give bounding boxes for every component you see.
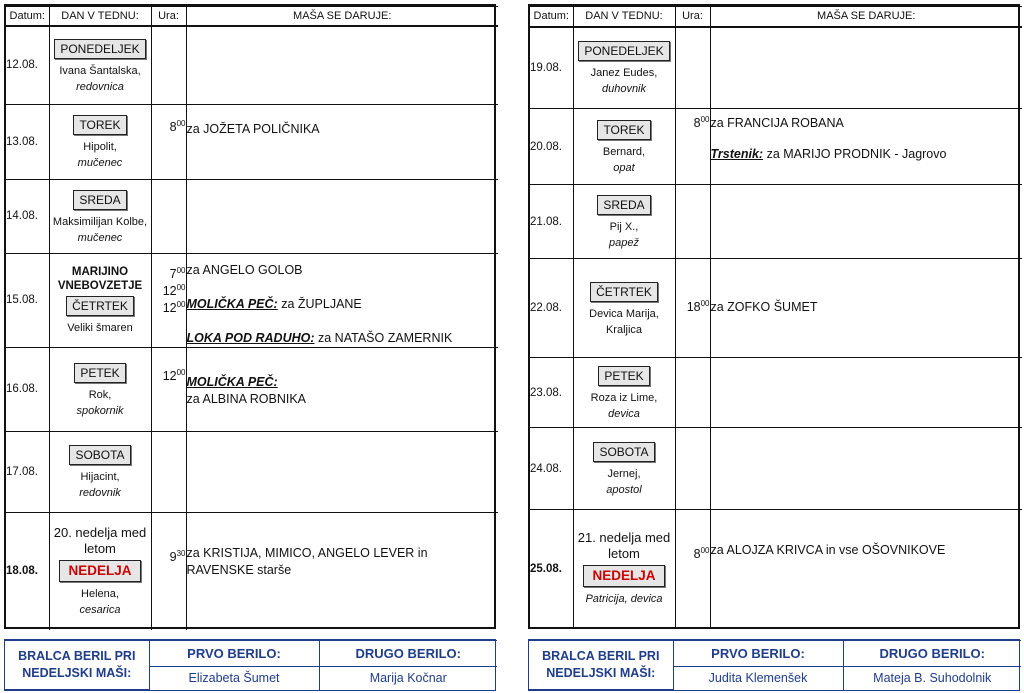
mass-cell bbox=[186, 179, 498, 253]
saint-name: Maksimilijan Kolbe, bbox=[52, 215, 148, 228]
feast-name: MARIJINO VNEBOVZETJE bbox=[57, 265, 143, 292]
schedule-week-2 bbox=[528, 4, 1020, 629]
header-date: Datum: bbox=[6, 7, 49, 27]
saint-name: Ivana Šantalska, bbox=[59, 64, 141, 77]
saint-role: opat bbox=[613, 162, 635, 175]
mass-text: za ŽUPLJANE bbox=[281, 296, 362, 311]
mass-minutes: 00 bbox=[176, 265, 186, 275]
saint-role: devica bbox=[608, 408, 640, 421]
schedule-row bbox=[530, 259, 1022, 358]
saint-name: Pij X., bbox=[609, 221, 639, 234]
mass-intention bbox=[187, 545, 499, 579]
time-cell bbox=[675, 185, 710, 259]
mass-cell bbox=[710, 428, 1022, 510]
mass-text: za FRANCIJA ROBANA bbox=[710, 116, 844, 131]
day-cell bbox=[573, 510, 675, 627]
mass-time bbox=[676, 299, 710, 316]
header-mass: MAŠA SE DARUJE: bbox=[186, 7, 498, 27]
schedule-table bbox=[530, 6, 1022, 627]
date-cell: 12.08. bbox=[6, 26, 49, 104]
day-name-badge: SOBOTA bbox=[593, 442, 654, 462]
mass-intention bbox=[187, 330, 499, 347]
mass-location: LOKA POD RADUHO: bbox=[186, 330, 315, 345]
schedule-row bbox=[6, 26, 498, 104]
date-cell: 15.08. bbox=[6, 253, 49, 347]
day-name-badge: SREDA bbox=[597, 195, 650, 215]
time-cell bbox=[151, 431, 186, 512]
time-cell bbox=[675, 109, 710, 185]
day-name-badge: NEDELJA bbox=[59, 560, 140, 582]
saint-name: Veliki šmaren bbox=[67, 321, 133, 334]
mass-cell bbox=[710, 27, 1022, 109]
mass-time bbox=[152, 266, 186, 283]
mass-cell bbox=[186, 26, 498, 104]
saint-name: Rok, bbox=[88, 388, 112, 401]
header-time: Ura: bbox=[151, 7, 186, 27]
mass-hour: 12 bbox=[162, 300, 177, 315]
time-cell bbox=[675, 358, 710, 428]
first-reader-name: Elizabeta Šumet bbox=[149, 666, 319, 689]
mass-cell bbox=[186, 104, 498, 179]
mass-intention bbox=[187, 374, 499, 408]
mass-minutes: 00 bbox=[700, 546, 710, 556]
second-reader-name: Mateja B. Suhodolnik bbox=[843, 666, 1021, 689]
schedule-row bbox=[530, 428, 1022, 510]
date-cell: 25.08. bbox=[530, 510, 573, 627]
saint-name: Helena, bbox=[81, 587, 119, 600]
readers-table bbox=[529, 640, 1021, 690]
date-cell: 21.08. bbox=[530, 185, 573, 259]
schedule-row bbox=[530, 109, 1022, 185]
mass-intention bbox=[711, 115, 1023, 132]
saint-role: duhovnik bbox=[601, 83, 647, 96]
day-cell bbox=[49, 253, 151, 347]
saint-role: redovnica bbox=[76, 80, 124, 93]
saint-role: spokornik bbox=[76, 404, 124, 417]
mass-hour: 8 bbox=[693, 547, 701, 562]
saint-name: Bernard, bbox=[602, 146, 646, 159]
date-cell: 13.08. bbox=[6, 104, 49, 179]
day-name-badge: NEDELJA bbox=[583, 565, 664, 587]
readers-table bbox=[5, 640, 497, 690]
time-cell bbox=[675, 428, 710, 510]
mass-location: MOLIČKA PEČ: bbox=[186, 296, 278, 311]
mass-text: za ZOFKO ŠUMET bbox=[710, 300, 818, 315]
mass-text: za MARIJO PRODNIK - Jagrovo bbox=[766, 147, 947, 162]
mass-location: Trstenik: bbox=[710, 147, 764, 162]
mass-time bbox=[676, 115, 710, 132]
saint-role: mučenec bbox=[77, 231, 123, 244]
time-cell bbox=[675, 27, 710, 109]
schedule-table bbox=[6, 6, 498, 630]
first-reading-label: PRVO BERILO: bbox=[673, 641, 843, 667]
day-cell bbox=[573, 185, 675, 259]
day-name-badge: TOREK bbox=[73, 115, 126, 135]
readers-week-1 bbox=[4, 639, 496, 691]
day-cell bbox=[573, 109, 675, 185]
mass-cell bbox=[710, 259, 1022, 358]
schedule-row bbox=[6, 347, 498, 431]
day-name-badge: SREDA bbox=[73, 190, 126, 210]
day-name-badge: PETEK bbox=[74, 363, 125, 383]
saint-role: apostol bbox=[606, 484, 642, 497]
saint-role: redovnik bbox=[79, 487, 121, 499]
mass-intention bbox=[711, 542, 1023, 559]
mass-text: za ALOJZA KRIVCA in vse OŠOVNIKOVE bbox=[710, 543, 946, 558]
mass-cell bbox=[186, 431, 498, 512]
day-name-badge: PONEDELJEK bbox=[578, 41, 669, 61]
mass-minutes: 00 bbox=[176, 299, 186, 309]
schedule-row bbox=[6, 431, 498, 512]
mass-text: za ALBINA ROBNIKA bbox=[186, 391, 306, 406]
mass-cell bbox=[186, 347, 498, 431]
schedule-row bbox=[530, 358, 1022, 428]
mass-cell bbox=[710, 185, 1022, 259]
day-name-badge: PETEK bbox=[598, 366, 649, 386]
schedule-row bbox=[6, 179, 498, 253]
readers-title: BRALCA BERIL PRI NEDELJSKI MAŠI: bbox=[5, 641, 149, 690]
mass-hour: 7 bbox=[169, 266, 177, 281]
mass-intention bbox=[187, 296, 499, 313]
saint-role: Patricija, devica bbox=[585, 593, 663, 606]
day-cell bbox=[49, 26, 151, 104]
time-cell bbox=[151, 179, 186, 253]
mass-cell bbox=[186, 512, 498, 630]
mass-intention bbox=[711, 146, 1023, 163]
saint-name: Devica Marija, Kraljica bbox=[589, 307, 659, 336]
header-day: DAN V TEDNU: bbox=[573, 7, 675, 27]
day-cell bbox=[573, 259, 675, 358]
mass-minutes: 00 bbox=[176, 367, 186, 377]
mass-text: za JOŽETA POLIČNIKA bbox=[186, 121, 320, 136]
date-cell: 14.08. bbox=[6, 179, 49, 253]
mass-cell bbox=[710, 510, 1022, 627]
date-cell: 24.08. bbox=[530, 428, 573, 510]
day-name-badge: PONEDELJEK bbox=[54, 39, 145, 59]
day-cell bbox=[49, 179, 151, 253]
mass-time bbox=[152, 368, 186, 385]
date-cell: 19.08. bbox=[530, 27, 573, 109]
schedule-row bbox=[530, 185, 1022, 259]
saint-name: Roza iz Lime, bbox=[590, 392, 658, 405]
day-cell bbox=[573, 428, 675, 510]
schedule-row bbox=[530, 510, 1022, 627]
mass-hour: 9 bbox=[169, 549, 177, 564]
saint-role: mučenec bbox=[77, 157, 123, 169]
mass-intention bbox=[187, 121, 499, 138]
mass-text: za ANGELO GOLOB bbox=[186, 262, 303, 277]
saint-role: papež bbox=[609, 237, 639, 250]
day-cell bbox=[49, 431, 151, 512]
mass-time bbox=[152, 300, 186, 317]
mass-hour: 12 bbox=[162, 368, 177, 383]
time-cell bbox=[151, 104, 186, 179]
saint-name: Janez Eudes, bbox=[590, 67, 658, 80]
mass-intention bbox=[711, 299, 1023, 316]
time-cell bbox=[151, 347, 186, 431]
header-date: Datum: bbox=[530, 7, 573, 27]
mass-time bbox=[676, 146, 710, 163]
schedule-row bbox=[6, 104, 498, 179]
second-reading-label: DRUGO BERILO: bbox=[843, 641, 1021, 667]
day-name-badge: ČETRTEK bbox=[66, 296, 134, 316]
time-cell bbox=[675, 510, 710, 627]
day-name-badge: TOREK bbox=[597, 120, 650, 140]
day-cell bbox=[49, 512, 151, 630]
header-day: DAN V TEDNU: bbox=[49, 7, 151, 27]
saint-name: Hipolit, bbox=[83, 141, 117, 153]
header-time: Ura: bbox=[675, 7, 710, 27]
mass-hour: 12 bbox=[162, 283, 177, 298]
readers-week-2 bbox=[528, 639, 1020, 691]
mass-hour: 8 bbox=[693, 116, 701, 131]
day-cell bbox=[573, 27, 675, 109]
sunday-name: 20. nedelja med letom bbox=[53, 524, 147, 556]
header-mass: MAŠA SE DARUJE: bbox=[710, 7, 1022, 27]
date-cell: 23.08. bbox=[530, 358, 573, 428]
readers-title: BRALCA BERIL PRI NEDELJSKI MAŠI: bbox=[529, 641, 673, 690]
first-reader-name: Judita Klemenšek bbox=[673, 666, 843, 689]
mass-minutes: 00 bbox=[176, 118, 186, 128]
mass-text: za NATAŠO ZAMERNIK bbox=[318, 330, 453, 345]
mass-time bbox=[676, 546, 710, 563]
day-name-badge: ČETRTEK bbox=[590, 282, 658, 302]
day-name-badge: SOBOTA bbox=[69, 445, 130, 465]
mass-minutes: 00 bbox=[700, 299, 710, 309]
day-cell bbox=[573, 358, 675, 428]
mass-minutes: 30 bbox=[176, 548, 186, 558]
schedule-row bbox=[6, 512, 498, 630]
date-cell: 16.08. bbox=[6, 347, 49, 431]
schedule-row bbox=[6, 253, 498, 347]
mass-location: MOLIČKA PEČ: bbox=[186, 374, 278, 389]
date-cell: 20.08. bbox=[530, 109, 573, 185]
time-cell bbox=[151, 512, 186, 630]
first-reading-label: PRVO BERILO: bbox=[149, 641, 319, 667]
mass-time bbox=[152, 119, 186, 136]
second-reading-label: DRUGO BERILO: bbox=[319, 641, 497, 667]
second-reader-name: Marija Kočnar bbox=[319, 666, 497, 689]
saint-role: cesarica bbox=[79, 603, 121, 616]
day-cell bbox=[49, 104, 151, 179]
time-cell bbox=[151, 26, 186, 104]
day-cell bbox=[49, 347, 151, 431]
mass-minutes: 00 bbox=[700, 115, 710, 125]
mass-minutes: 00 bbox=[176, 282, 186, 292]
schedule-row bbox=[530, 27, 1022, 109]
mass-time bbox=[152, 283, 186, 300]
time-cell bbox=[675, 259, 710, 358]
mass-cell bbox=[710, 358, 1022, 428]
date-cell: 18.08. bbox=[6, 512, 49, 630]
mass-cell bbox=[710, 109, 1022, 185]
mass-cell bbox=[186, 253, 498, 347]
date-cell: 22.08. bbox=[530, 259, 573, 358]
date-cell: 17.08. bbox=[6, 431, 49, 512]
mass-hour: 8 bbox=[169, 119, 177, 134]
saint-name: Jernej, bbox=[607, 468, 641, 481]
mass-hour: 18 bbox=[686, 300, 701, 315]
mass-text: za KRISTIJA, MIMICO, ANGELO LEVER in RAVENSKE starše bbox=[186, 545, 428, 577]
time-cell bbox=[151, 253, 186, 347]
saint-name: Hijacint, bbox=[80, 471, 120, 483]
mass-time bbox=[152, 549, 186, 566]
schedule-week-1 bbox=[4, 4, 496, 629]
sunday-name: 21. nedelja med letom bbox=[577, 530, 671, 562]
mass-intention bbox=[187, 262, 499, 279]
